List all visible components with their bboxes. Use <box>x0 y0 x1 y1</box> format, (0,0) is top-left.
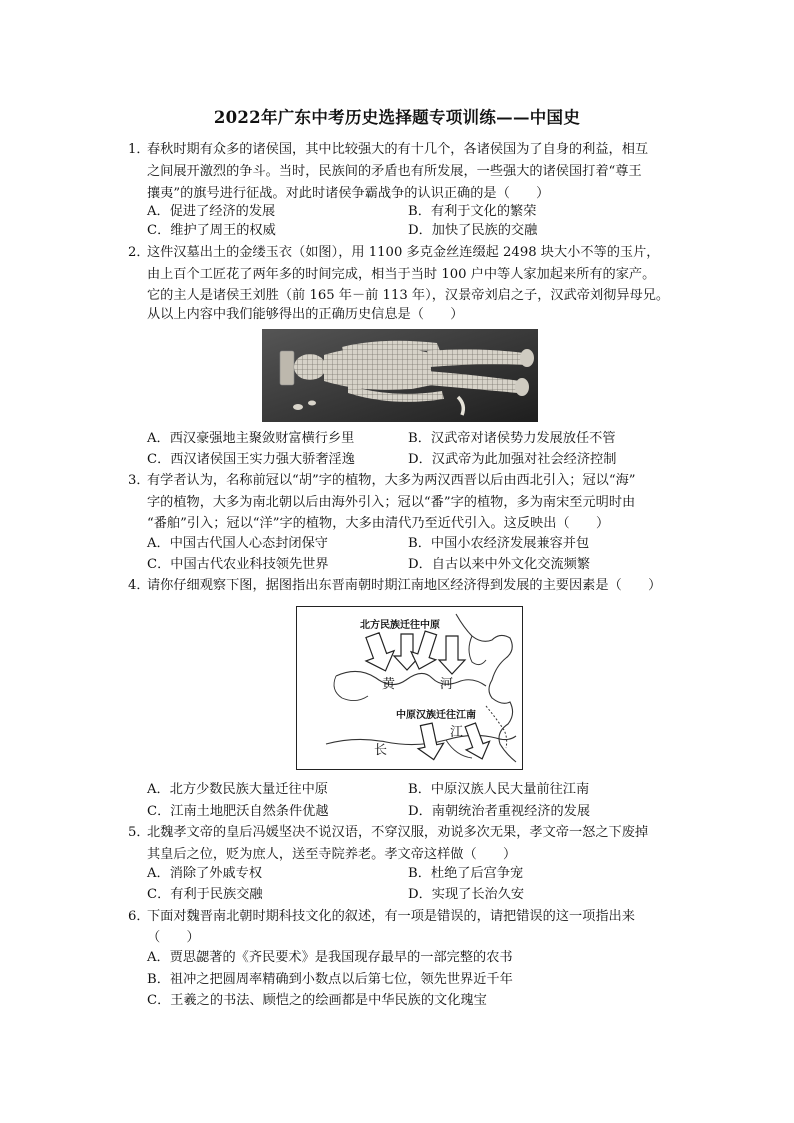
option-c[interactable]: C．中国古代农业科技领先世界 <box>147 557 329 572</box>
option-b[interactable]: B．中原汉族人民大量前往江南 <box>408 782 590 797</box>
map-char-jiang: 江 <box>450 725 464 740</box>
question-text-line: 春秋时期有众多的诸侯国，其中比较强大的有十几个，各诸侯国为了自身的利益，相互 <box>147 142 649 157</box>
page-title: 2022年广东中考历史选择题专项训练——中国史 <box>213 108 581 127</box>
question-number: 6． <box>128 909 150 924</box>
option-b[interactable]: B．有利于文化的繁荣 <box>408 204 537 219</box>
question-text-line: 从以上内容中我们能够得出的正确历史信息是（ ） <box>147 307 464 322</box>
option-b[interactable]: B．汉武帝对诸侯势力发展放任不管 <box>408 431 616 446</box>
question-number: 2． <box>128 245 150 260</box>
question-text-line: 其皇后之位，贬为庶人，送至寺院养老。孝文帝这样做（ ） <box>147 847 517 862</box>
question-text-line: 下面对魏晋南北朝时期科技文化的叙述，有一项是错误的，请把错误的这一项指出来 <box>147 909 635 924</box>
map-char-chang: 长 <box>374 743 388 758</box>
option-a[interactable]: A．中国古代国人心态封闭保守 <box>147 536 328 551</box>
question-number: 3． <box>128 473 150 488</box>
question-number: 1． <box>128 142 150 157</box>
option-a[interactable]: A．贾思勰著的《齐民要术》是我国现存最早的一部完整的农书 <box>147 950 513 965</box>
question-text-line: “番舶”引入；冠以“洋”字的植物，大多由清代乃至近代引入。这反映出（ ） <box>147 516 610 531</box>
option-a[interactable]: A．西汉豪强地主聚敛财富横行乡里 <box>147 431 355 446</box>
option-a[interactable]: A．北方少数民族大量迁往中原 <box>147 782 328 797</box>
question-number: 4． <box>128 578 150 593</box>
option-b[interactable]: B．杜绝了后宫争宠 <box>408 866 524 881</box>
question-number: 5． <box>128 825 150 840</box>
migration-map <box>296 606 523 770</box>
jade-burial-suit-photo <box>262 329 538 422</box>
option-d[interactable]: D．自古以来中外文化交流频繁 <box>408 557 591 572</box>
question-text-line: 字的植物，大多为南北朝以后由海外引入；冠以“番”字的植物，多为南宋至元明时由 <box>147 495 636 510</box>
option-c[interactable]: C．有利于民族交融 <box>147 887 263 902</box>
option-b[interactable]: B．祖冲之把圆周率精确到小数点以后第七位，领先世界近千年 <box>147 972 513 987</box>
question-text-line: 这件汉墓出土的金缕玉衣（如图），用 1100 多克金丝连缀起 2498 块大小不等的玉片， <box>147 245 660 260</box>
map-label-north: 北方民族迁往中原 <box>360 620 440 631</box>
option-d[interactable]: D．加快了民族的交融 <box>408 223 538 238</box>
option-c[interactable]: C．维护了周王的权威 <box>147 223 276 238</box>
map-char-he: 河 <box>440 677 454 692</box>
map-label-south: 中原汉族迁往江南 <box>396 710 476 721</box>
option-c[interactable]: C．王羲之的书法、顾恺之的绘画都是中华民族的文化瑰宝 <box>147 993 487 1008</box>
option-a[interactable]: A．消除了外戚专权 <box>147 866 263 881</box>
question-text-line: 有学者认为，名称前冠以“胡”字的植物，大多为两汉西晋以后由西北引入；冠以“海” <box>147 473 636 488</box>
question-text-line: 由上百个工匠花了两年多的时间完成，相当于当时 100 户中等人家加起来所有的家产。 <box>147 267 656 282</box>
question-text-line: 之间展开激烈的争斗。当时，民族间的矛盾也有所发展，一些强大的诸侯国打着“尊王 <box>147 164 642 179</box>
option-d[interactable]: D．实现了长治久安 <box>408 887 525 902</box>
option-d[interactable]: D．南朝统治者重视经济的发展 <box>408 804 591 819</box>
option-c[interactable]: C．西汉诸侯国王实力强大骄奢淫逸 <box>147 452 355 467</box>
map-char-huang: 黄 <box>382 677 396 692</box>
option-c[interactable]: C．江南土地肥沃自然条件优越 <box>147 804 329 819</box>
question-text-line: 它的主人是诸侯王刘胜（前 165 年－前 113 年），汉景帝刘启之子，汉武帝刘彻异母兄。 <box>147 288 670 303</box>
option-b[interactable]: B．中国小农经济发展兼容并包 <box>408 536 590 551</box>
question-text-line: （ ） <box>147 930 200 945</box>
question-text-line: 北魏孝文帝的皇后冯媛坚决不说汉语，不穿汉服，劝说多次无果，孝文帝一怒之下废掉 <box>147 825 649 840</box>
question-text-line: 攘夷”的旗号进行征战。对此时诸侯争霸战争的认识正确的是（ ） <box>147 186 550 201</box>
option-d[interactable]: D．汉武帝为此加强对社会经济控制 <box>408 452 617 467</box>
option-a[interactable]: A．促进了经济的发展 <box>147 204 276 219</box>
question-text-line: 请你仔细观察下图，据图指出东晋南朝时期江南地区经济得到发展的主要因素是（ ） <box>147 578 662 593</box>
